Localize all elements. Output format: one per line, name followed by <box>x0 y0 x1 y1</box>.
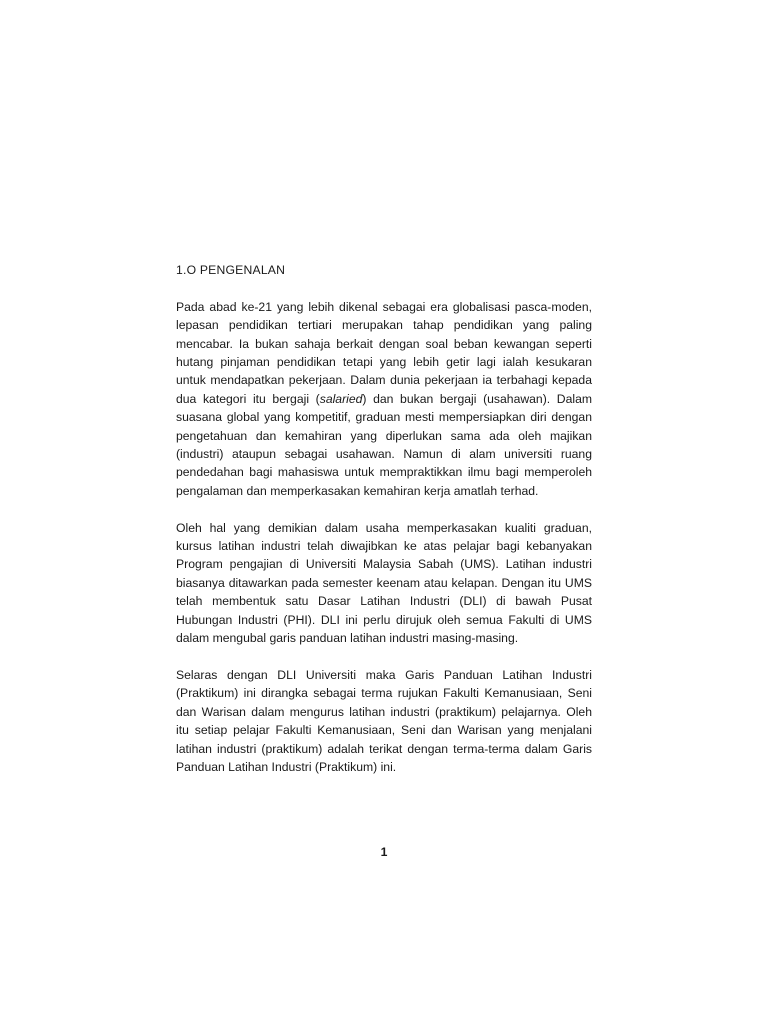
paragraph-introduction <box>176 298 592 500</box>
paragraph-text: Pada abad ke-21 yang lebih dikenal sebagai era globalisasi pasca-moden, lepasan pendidikan tertiari merupakan tahap pendidikan yang paling mencabar. Ia bukan sahaja berkait dengan soal beban kewangan seperti hutang pinjaman pendidikan tetapi yang lebih getir lagi ialah kesukaran untuk mendapatkan pekerjaan. Dalam dunia pekerjaan ia terbahagi kepada dua kategori itu bergaji ( <box>176 299 592 406</box>
paragraph-text: ) dan bukan bergaji (usahawan). Dalam suasana global yang kompetitif, graduan mesti mempersiapkan diri dengan pengetahuan dan kemahiran yang diperlukan sama ada oleh majikan (industri) ataupun sebagai usahawan. Namun di alam universiti ruang pendedahan bagi mahasiswa untuk mempraktikkan ilmu bagi memperoleh pengalaman dan memperkasakan kemahiran kerja amatlah terhad. <box>176 391 592 498</box>
page-number: 1 <box>380 845 388 859</box>
paragraph-guidelines: Selaras dengan DLI Universiti maka Garis Panduan Latihan Industri (Praktikum) ini dirangka sebagai terma rujukan Fakulti Kemanusiaan, Seni dan Warisan dalam mengurus latihan industri (praktikum) pelajarnya. Oleh itu setiap pelajar Fakulti Kemanusiaan, Seni dan Warisan yang menjalani latihan industri (praktikum) adalah terikat dengan terma-terma dalam Garis Panduan Latihan Industri (Praktikum) ini. <box>176 667 592 774</box>
paragraph-industrial-training: Oleh hal yang demikian dalam usaha memperkasakan kualiti graduan, kursus latihan industri telah diwajibkan ke atas pelajar bagi kebanyakan Program pengajian di Universiti Malaysia Sabah (UMS). Latihan industri biasanya ditawarkan pada semester keenam atau kelapan. Dengan itu UMS telah membentuk satu Dasar Latihan Industri (DLI) di bawah Pusat Hubungan Industri (PHI). DLI ini perlu dirujuk oleh semua Fakulti di UMS dalam mengubal garis panduan latihan industri masing-masing. <box>176 520 592 646</box>
document-body <box>176 261 592 795</box>
italic-term: salaried <box>319 391 363 406</box>
section-heading: 1.O PENGENALAN <box>176 263 286 277</box>
